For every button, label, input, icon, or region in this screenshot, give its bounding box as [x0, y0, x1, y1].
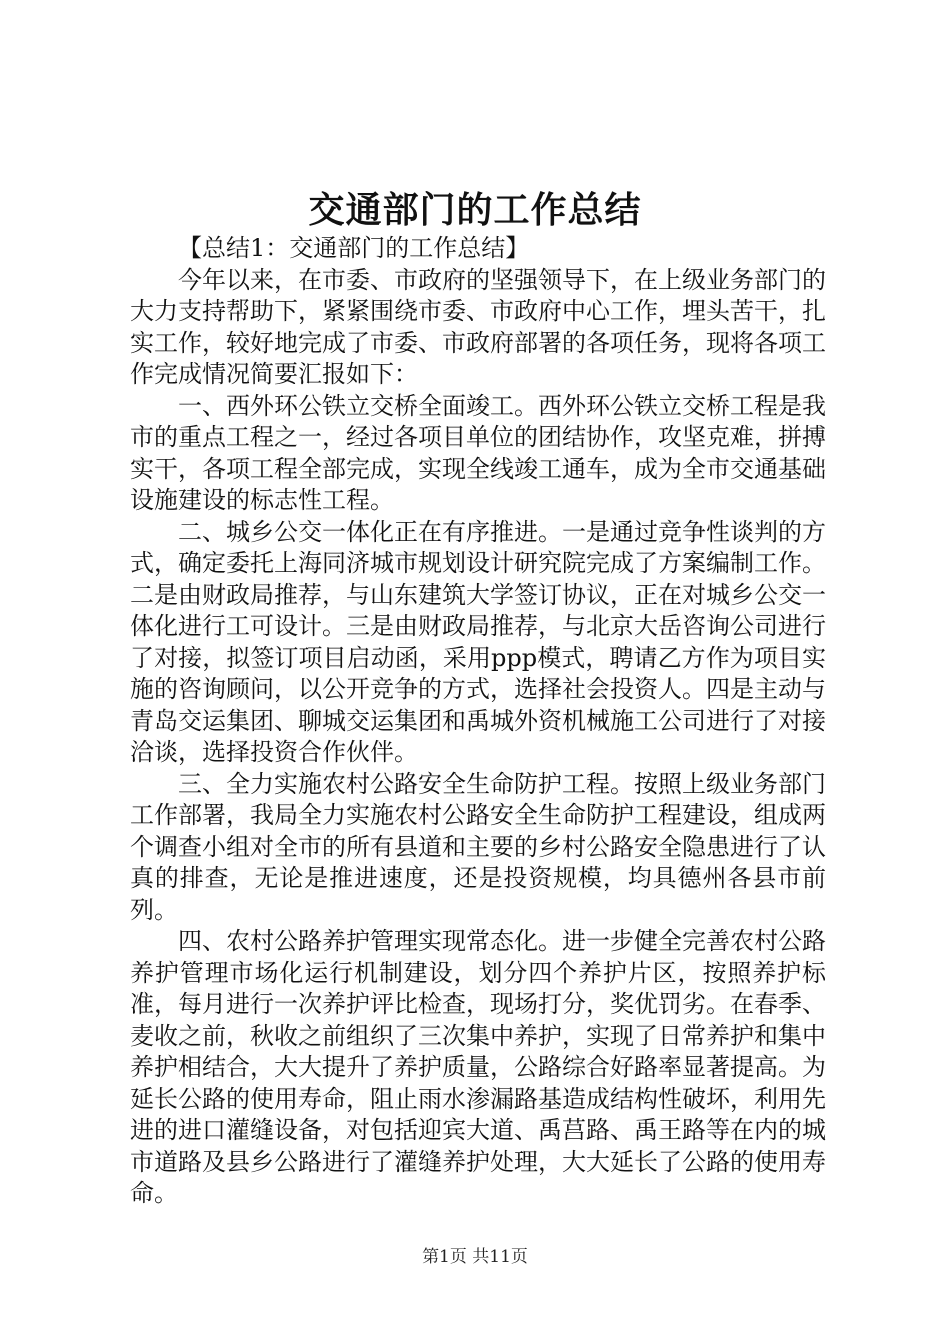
section-heading: 【总结1：交通部门的工作总结】 [178, 234, 530, 262]
page-title: 交通部门的工作总结 [308, 189, 642, 231]
paragraph-item-1: 一、西外环公铁立交桥全面竣工。西外环公铁立交桥工程是我市的重点工程之一，经过各项目单位的团结协作，攻坚克难，拼搏实干，各项工程全部完成，实现全线竣工通车，成为全市交通基础设施建设的标志性工程。 [130, 391, 826, 514]
intro-paragraph: 今年以来，在市委、市政府的坚强领导下，在上级业务部门的大力支持帮助下，紧紧围绕市委、市政府中心工作，埋头苦干，扎实工作，较好地完成了市委、市政府部署的各项任务，现将各项工作完成情况简要汇报如下： [130, 265, 826, 388]
paragraph-item-3: 三、全力实施农村公路安全生命防护工程。按照上级业务部门工作部署，我局全力实施农村公路安全生命防护工程建设，组成两个调查小组对全市的所有县道和主要的乡村公路安全隐患进行了认真的排查，无论是推进速度，还是投资规模，均具德州各县市前列。 [130, 769, 826, 924]
paragraph-item-4: 四、农村公路养护管理实现常态化。进一步健全完善农村公路养护管理市场化运行机制建设，划分四个养护片区，按照养护标准，每月进行一次养护评比检查，现场打分，奖优罚劣。在春季、麦收之前，秋收之前组织了三次集中养护，实现了日常养护和集中养护相结合，大大提升了养护质量，公路综合好路率显著提高。为延长公路的使用寿命，阻止雨水渗漏路基造成结构性破坏，利用先进的进口灌缝设备，对包括迎宾大道、禹莒路、禹王路等在内的城市道路及县乡公路进行了灌缝养护处理，大大延长了公路的使用寿命。 [130, 927, 826, 1207]
paragraph-item-2: 二、城乡公交一体化正在有序推进。一是通过竞争性谈判的方式，确定委托上海同济城市规划设计研究院完成了方案编制工作。二是由财政局推荐，与山东建筑大学签订协议，正在对城乡公交一体化进行工可设计。三是由财政局推荐，与北京大岳咨询公司进行了对接，拟签订项目启动函，采用ppp模式，聘请乙方作为项目实施的咨询顾问，以公开竞争的方式，选择社会投资人。四是主动与青岛交运集团、聊城交运集团和禹城外资机械施工公司进行了对接洽谈，选择投资合作伙伴。 [130, 517, 826, 766]
document-body [130, 233, 826, 1210]
page-number-footer: 第1页 共11页 [422, 1247, 528, 1267]
